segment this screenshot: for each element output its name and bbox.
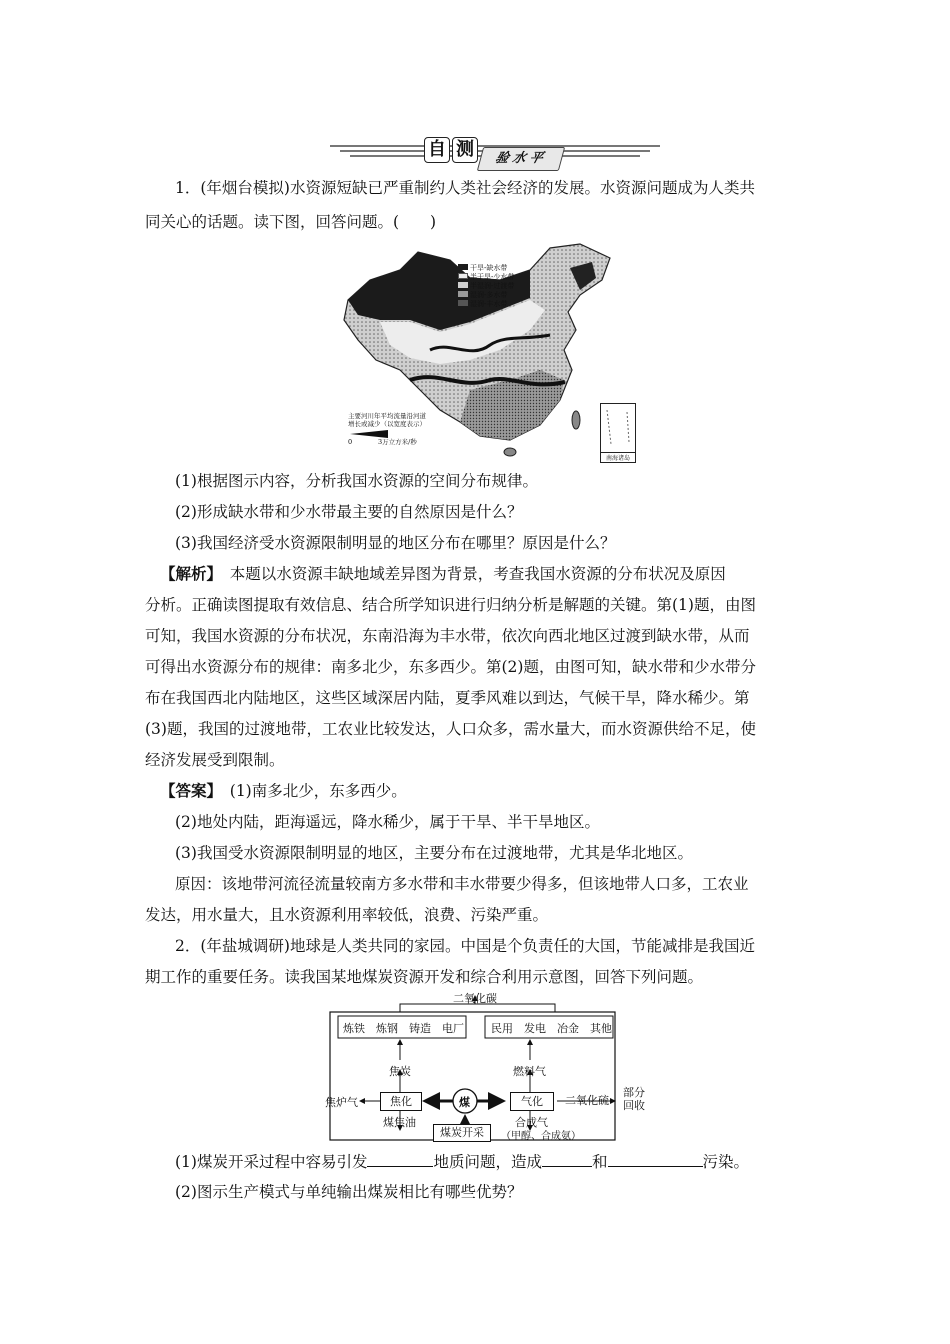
answer-blank-1[interactable]: [367, 1150, 433, 1167]
q2-stem-line2: 期工作的重要任务。读我国某地煤炭资源开发和综合利用示意图，回答下列问题。: [145, 968, 704, 986]
diagram-arrows: [325, 990, 655, 1145]
label-coke-gas: 焦炉气: [325, 1096, 358, 1109]
reason-line1: 原因：该地带河流径流量较南方多水带和丰水带要少得多，但该地带人口多，工农业: [175, 875, 749, 893]
legend-item: 半干旱-少水带: [470, 273, 515, 281]
label-syngas-note: （甲醇、合成氨）: [501, 1131, 581, 1142]
label-coal: 煤: [459, 1096, 470, 1109]
legend-item: 湿润-丰水带: [470, 300, 508, 308]
analysis-line2: 分析。正确读图提取有效信息、结合所学知识进行归纳分析是解题的关键。第(1)题，由图: [145, 596, 756, 614]
q1-sub1: (1)根据图示内容，分析我国水资源的空间分布规律。: [175, 472, 538, 490]
label-tar: 煤焦油: [383, 1116, 416, 1129]
scale-zero: 0: [348, 438, 353, 446]
label-so2: 二氧化硫: [565, 1094, 609, 1107]
section-banner: [330, 133, 660, 173]
map-legend: [458, 264, 540, 309]
label-coke: 焦炭: [389, 1065, 411, 1078]
label-co2: 二氧化碳: [453, 992, 497, 1005]
q2-sub1: [175, 1150, 805, 1173]
q1-sub3: (3)我国经济受水资源限制明显的地区分布在哪里？原因是什么？: [175, 534, 616, 552]
river-note-line1: 主要河川年平均流量沿河道: [348, 412, 426, 420]
answer-line2: (2)地处内陆，距海遥远，降水稀少，属于干旱、半干旱地区。: [175, 813, 600, 831]
q1-sub2: (2)形成缺水带和少水带最主要的自然原因是什么？: [175, 503, 523, 521]
q1-stem-line1: 1．(年烟台模拟)水资源短缺已严重制约人类社会经济的发展。水资源问题成为人类共: [175, 179, 755, 197]
analysis-line3: 可知，我国水资源的分布状况，东南沿海为丰水带，依次向西北地区过渡到缺水带，从而: [145, 627, 750, 645]
analysis-line1: [160, 563, 805, 585]
analysis-line4: 可得出水资源分布的规律：南多北少，东多西少。第(2)题，由图可知，缺水带和少水带分: [145, 658, 756, 676]
label-left-uses: 炼铁 炼钢 铸造 电厂: [343, 1022, 464, 1035]
analysis-line7: 经济发展受到限制。: [145, 751, 285, 769]
q2-sub1-part-d: 污染。: [702, 1153, 750, 1171]
answer-text: (1)南多北少，东多西少。: [214, 782, 407, 800]
banner-tile-2: 测: [452, 137, 478, 163]
answer-tag: 【答案】: [160, 781, 215, 800]
box-mining: 煤炭开采: [433, 1124, 491, 1142]
analysis-line5: 布在我国西北内陆地区，这些区域深居内陆，夏季风难以到达，气候干旱，降水稀少。第: [145, 689, 750, 707]
q2-sub1-part-c: 和: [591, 1153, 608, 1171]
label-fuel-gas: 燃料气: [513, 1065, 546, 1078]
label-syngas: 合成气: [515, 1116, 548, 1129]
q2-stem-line1: 2．(年盐城调研)地球是人类共同的家园。中国是个负责任的大国，节能减排是我国近: [175, 937, 755, 955]
hainan: [504, 448, 516, 456]
q2-sub1-part-a: (1)煤炭开采过程中容易引发: [175, 1153, 368, 1171]
analysis-line6: (3)题，我国的过渡地带，工农业比较发达，人口众多，需水量大，而水资源供给不足，使: [145, 720, 756, 738]
banner-subtitle: 验水平: [477, 147, 565, 171]
box-gasify: 气化: [510, 1092, 554, 1111]
legend-item: 半湿润-过渡带: [470, 282, 515, 290]
q1-stem-line2: 同关心的话题。读下图，回答问题。( ): [145, 213, 437, 231]
answer-blank-3[interactable]: [608, 1150, 703, 1167]
label-recover: 部分回收: [623, 1086, 645, 1112]
coal-utilization-diagram: [325, 990, 655, 1145]
river-note-line2: 增长或减少（以宽度表示）: [348, 420, 426, 428]
q2-sub1-part-b: 地质问题，造成: [433, 1153, 542, 1171]
scale-max: 3万立方米/秒: [378, 438, 417, 446]
analysis-tag: 【解析】: [160, 564, 215, 583]
legend-item: 湿润-多水带: [470, 291, 508, 299]
south-china-sea-inset: [600, 403, 636, 463]
banner-tile-1: 自: [424, 137, 450, 163]
q2-sub2: (2)图示生产模式与单纯输出煤炭相比有哪些优势？: [175, 1183, 523, 1201]
taiwan: [572, 411, 580, 429]
water-resource-map: [340, 240, 640, 465]
inset-label: 南海诸岛: [601, 452, 635, 462]
answer-line3: (3)我国受水资源限制明显的地区，主要分布在过渡地带，尤其是华北地区。: [175, 844, 693, 862]
box-coking: 焦化: [380, 1092, 422, 1111]
label-right-uses: 民用 发电 冶金 其他: [491, 1022, 612, 1035]
analysis-text: 本题以水资源丰缺地域差异图为背景，考查我国水资源的分布状况及原因: [214, 565, 726, 583]
inset-graphic: [601, 404, 635, 452]
river-width-wedge: [348, 430, 408, 438]
reason-line2: 发达，用水量大，且水资源利用率较低，浪费、污染严重。: [145, 906, 549, 924]
answer-line1: [160, 780, 805, 802]
answer-blank-2[interactable]: [542, 1150, 592, 1167]
legend-item: 干旱-缺水带: [470, 264, 508, 272]
river-width-note: [348, 412, 458, 446]
